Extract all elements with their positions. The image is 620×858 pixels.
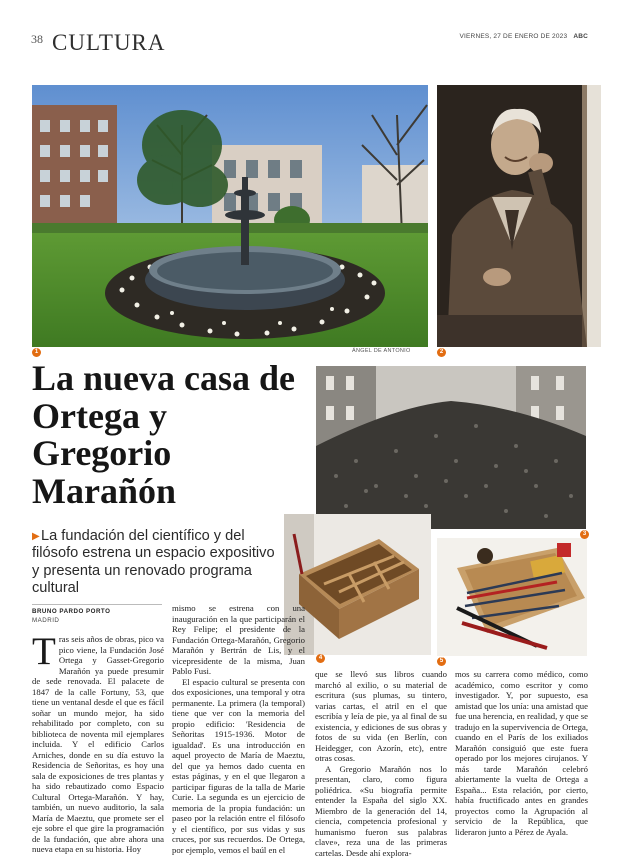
date: VIERNES, 27 DE ENERO DE 2023 — [459, 33, 568, 40]
col2-paragraph-1: mismo se estrena con una inauguración en la que participarán el Rey Felipe; el presidente de la Fundación Ortega-Marañón, Gregorio Marañón y Bertrán de Lis, y el vicepresidente de la misma, Juan Pablo Fusi. — [172, 603, 305, 677]
col2-paragraph-2: El espacio cultural se presenta con dos exposiciones, una temporal y otra permanente. La primera (la temporal) tiene que ver con la memoria del propio edificio: 'Residencia de Señoritas 1915-1936. Motor de igualdad'. Es una introducción en aquel proyecto de María de Maeztu, del que ya hemos dado cuenta en estas páginas, y en el que llegaron a participar figuras de la talla de Marie Curie. La segunda es un ejercicio de memoria de la propia fundación: un paseo por la relación entre el filósofo y el científico, por sus vidas y sus cruces, por sus recuerdos. De Ortega, por ejemplo, vemos el baúl en el — [172, 676, 305, 855]
col1-paragraph-1: ras seis años de obras, pico va pico viene, la Fundación José Ortega y Gasset-Gregorio Marañón ya puede presumir de sede renovada. El palacete de 1847 de la calle Fortuny, 53, que tiene un ventanal desde el que es fácil soñar un mundo mejor, ha sido rehabilitado por completo, con su biblioteca de noventa mil ejemplares incluida. Y el edificio Carlos Arniches, donde en su día estuvo la Residencia de Señoritas, es hoy una sala de exposiciones de tres plantas y ha sido rebautizado como Espacio Cultural Ortega-Marañón. Y hay, también, un nuevo auditorio, la sala María de Maeztu, que promete ser el eje sobre el que gire la programación de la fundación, que abre ahora una nueva etapa en su historia. Hoy — [32, 634, 164, 855]
portrait-illustration — [437, 85, 601, 347]
photo-4-number: 4 — [316, 654, 325, 663]
body-column-4 — [455, 669, 588, 837]
photo-2-number: 2 — [437, 348, 446, 357]
byline-rule — [32, 604, 162, 605]
photo-3-number: 3 — [580, 530, 589, 539]
photo-writing-materials — [437, 538, 587, 656]
section-title: CULTURA — [52, 30, 166, 55]
photo-5-number: 5 — [437, 657, 446, 666]
body-column-2 — [172, 603, 305, 855]
headline: La nueva casa de Ortega y Gregorio Marañón — [32, 358, 296, 511]
lead-text: La fundación del científico y del filósofo estrena un espacio expositivo y presenta un renovado programa cultural — [32, 528, 275, 597]
col3-paragraph-1: que se llevó sus libros cuando marchó al exilio, o su material de escritura (sus plumas, su tintero, varias cartas, el atril en el que escribía y leía de pie, ya al final de su existencia, y ediciones de sus obras y fotos de su vida (en Berlín, con Heidegger, con Azorín, etc), entre otras cosas. — [315, 669, 447, 764]
triangle-bullet-icon: ▶ — [32, 531, 40, 542]
photo-crowd — [316, 366, 586, 529]
body-column-1 — [32, 630, 164, 855]
photo-fountain-garden — [32, 85, 428, 347]
crowd-illustration — [316, 366, 586, 529]
lead-paragraph — [32, 528, 284, 598]
photo-portrait — [437, 85, 601, 347]
brand: ABC — [573, 33, 588, 40]
photo-trunk — [284, 514, 431, 655]
body-column-3 — [315, 669, 447, 858]
dateline — [459, 33, 588, 40]
col3-paragraph-2: A Gregorio Marañón nos lo presentan, claro, como figura poliédrica. «Su biografía permite entender la España del siglo XX. Miembro de la generación del 14, ciencia, competencia profesional y humanismo fueron sus palabras clave», reza una de las primeras cartelas. Desde ahí explora- — [315, 763, 447, 858]
drop-cap: T — [32, 630, 56, 673]
photo-1-number: 1 — [32, 348, 41, 357]
writing-materials-illustration — [437, 538, 587, 656]
dateline-place: MADRID — [32, 617, 60, 624]
page-number: 38 — [31, 32, 43, 46]
fountain-illustration — [32, 85, 428, 347]
photo-credit: ÁNGEL DE ANTONIO — [352, 348, 411, 354]
author: BRUNO PARDO PORTO — [32, 608, 111, 615]
trunk-illustration — [284, 514, 431, 655]
col4-paragraph-1: mos su carrera como médico, como académico, como escritor y como investigador. Y, por supuesto, esa amistad que los unía: una amistad que fue una herencia, en realidad, y que se tradujo en la supervivencia de Ortega, cuando en el París de los exiliados Marañón consiguió que este fuera operado por los mejores cirujanos. Y más tarde Marañón celebró abiertamente la vuelta de Ortega a España... Esta relación, por cierto, había fructificado antes en grandes proyectos como la Agrupación al servicio de la República, que lideraron junto a Pérez de Ayala. — [455, 669, 588, 837]
